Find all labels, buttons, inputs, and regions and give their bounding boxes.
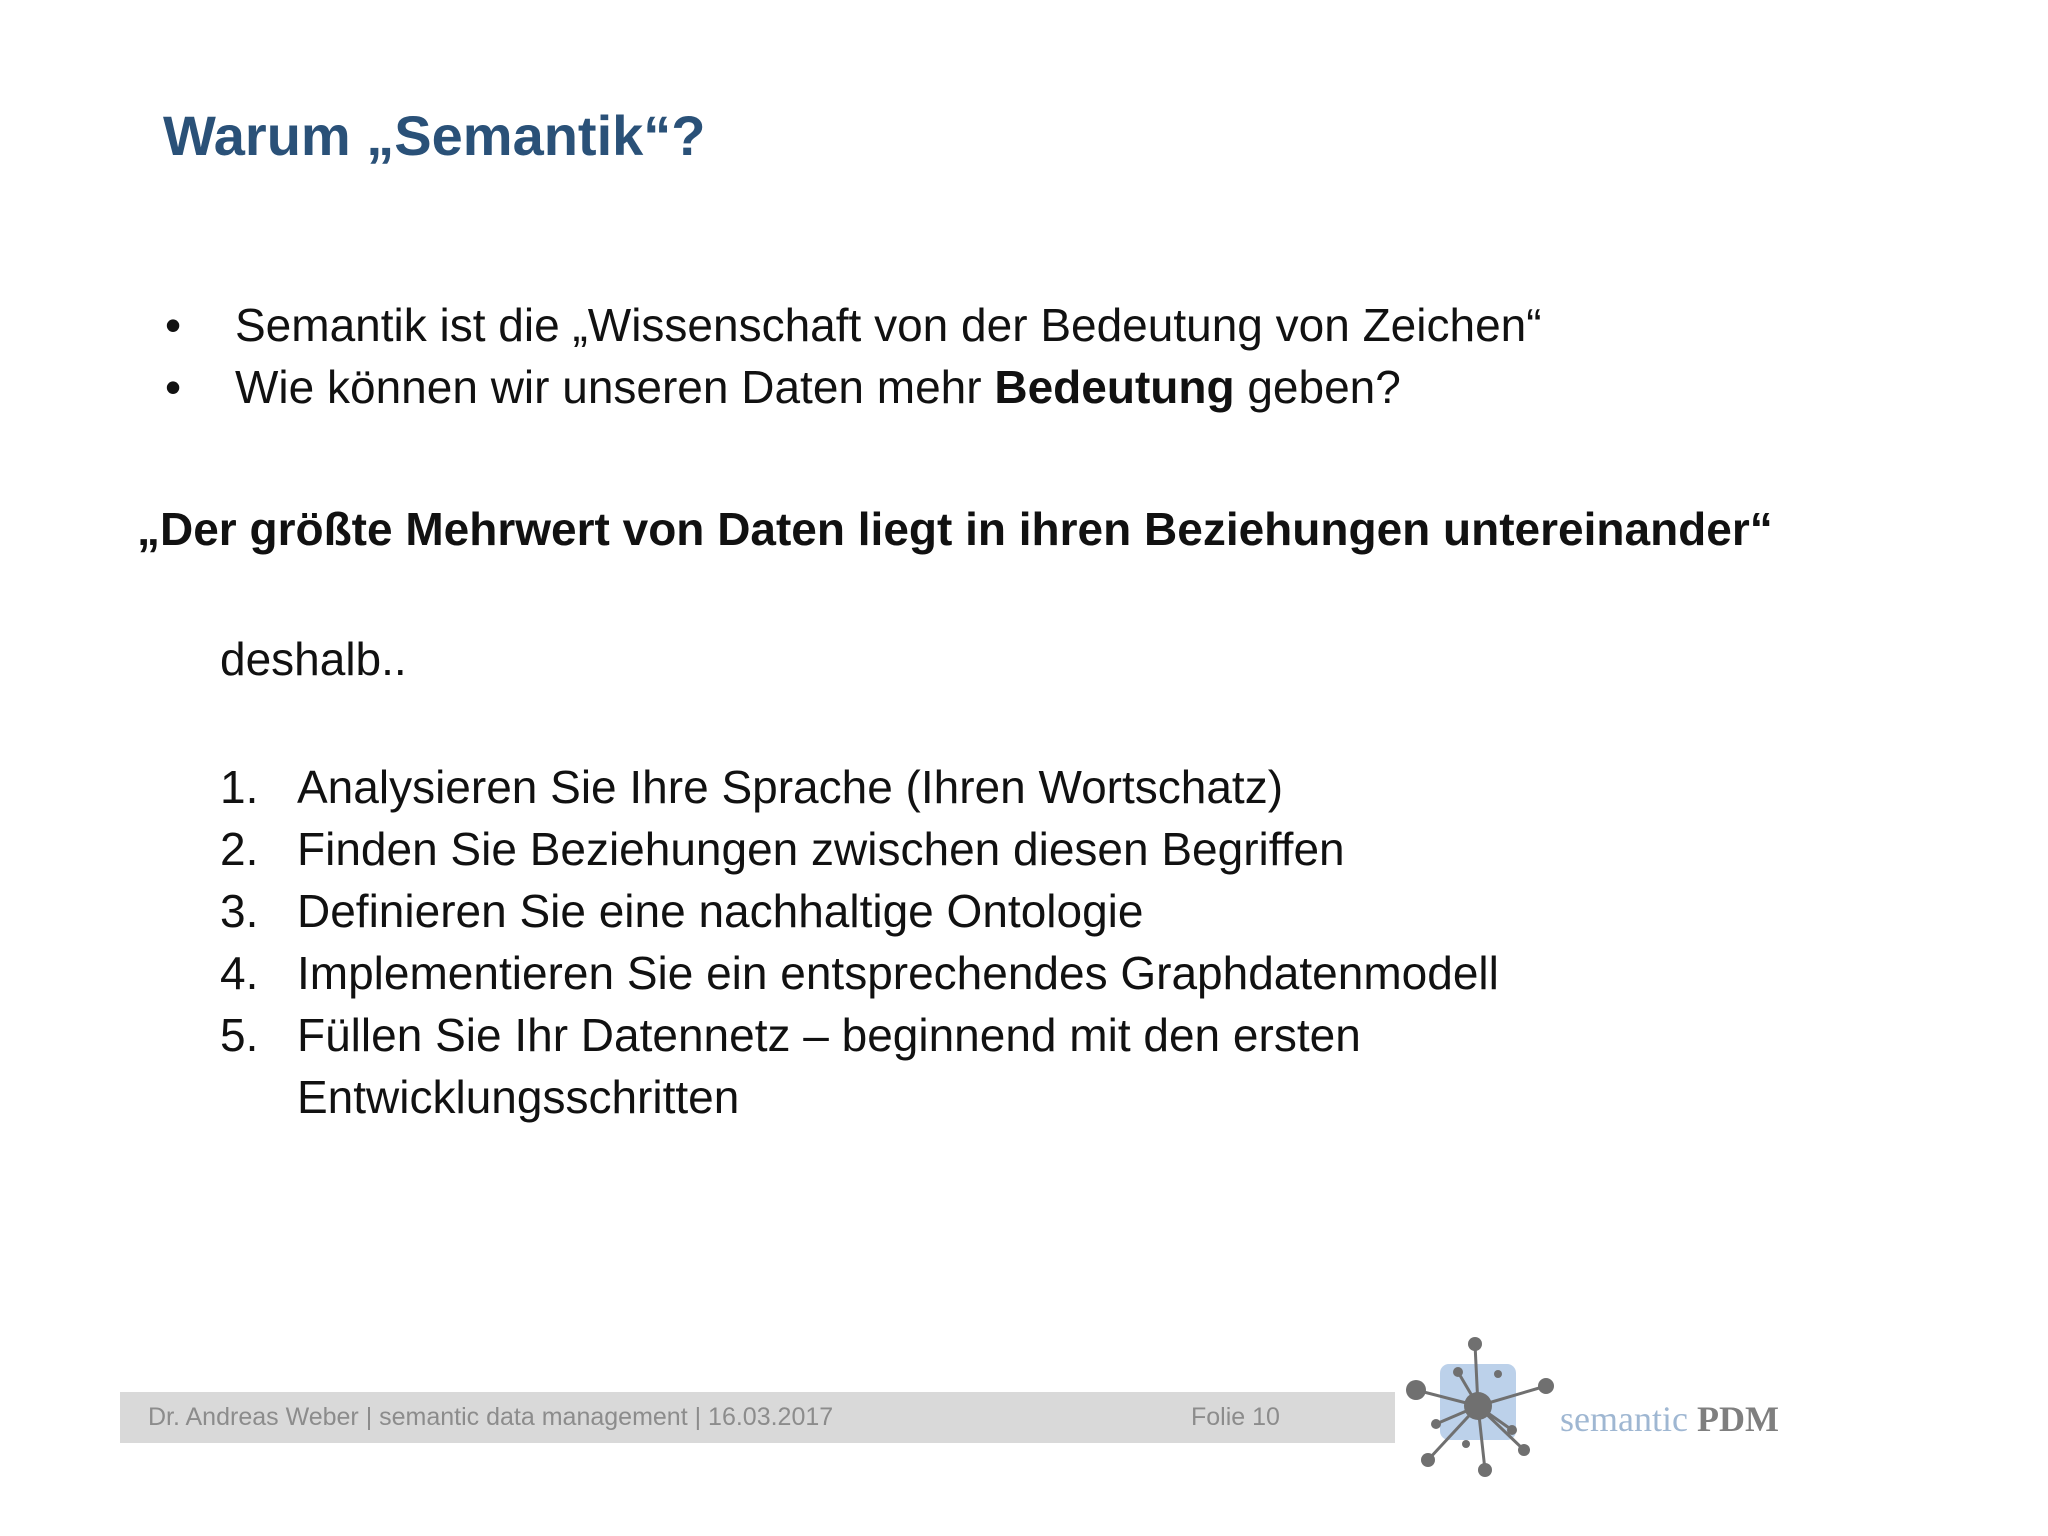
step-text: Definieren Sie eine nachhaltige Ontologie (297, 885, 1144, 937)
key-quote: „Der größte Mehrwert von Daten liegt in ihren Beziehungen untereinander“ (137, 503, 1773, 555)
bullet-item (165, 294, 1542, 356)
step-item (220, 942, 1499, 1004)
semantic-pdm-logo (1400, 1332, 1820, 1482)
step-text: Analysieren Sie Ihre Sprache (Ihren Wortschatz) (297, 761, 1284, 813)
step-number: 1. (220, 761, 259, 813)
bullet-list (165, 294, 1542, 418)
step-text-continued: Entwicklungsschritten (297, 1071, 740, 1123)
numbered-step-list (220, 756, 1499, 1128)
step-number: 4. (220, 947, 259, 999)
bullet-marker: • (165, 361, 182, 413)
step-number: 2. (220, 823, 259, 875)
step-number: 3. (220, 885, 259, 937)
step-text: Finden Sie Beziehungen zwischen diesen Begriffen (297, 823, 1345, 875)
bullet-text: Wie können wir unseren Daten mehr (235, 361, 995, 413)
logo-wordmark (1560, 1398, 1779, 1440)
step-item (220, 756, 1499, 818)
bullet-text-end: geben? (1234, 361, 1401, 413)
step-item (220, 880, 1499, 942)
slide-number: Folie 10 (1191, 1403, 1280, 1431)
footer-bar (120, 1392, 1395, 1443)
slide-title: Warum „Semantik“? (163, 104, 706, 167)
step-text: Implementieren Sie ein entsprechendes Graphdatenmodell (297, 947, 1499, 999)
step-item (220, 818, 1499, 880)
lead-text: deshalb.. (220, 633, 407, 685)
step-text: Füllen Sie Ihr Datennetz – beginnend mit den ersten (297, 1009, 1361, 1061)
bullet-item (165, 356, 1542, 418)
network-graph-icon (1400, 1332, 1560, 1482)
step-number: 5. (220, 1009, 259, 1061)
logo-word-semantic: semantic (1560, 1399, 1688, 1439)
bullet-bold-text: Bedeutung (994, 361, 1235, 413)
step-item (220, 1004, 1499, 1128)
bullet-text: Semantik ist die „Wissenschaft von der Bedeutung von Zeichen“ (235, 299, 1542, 351)
bullet-marker: • (165, 299, 182, 351)
logo-word-pdm: PDM (1696, 1399, 1779, 1439)
footer-info: Dr. Andreas Weber | semantic data management | 16.03.2017 (148, 1403, 834, 1431)
